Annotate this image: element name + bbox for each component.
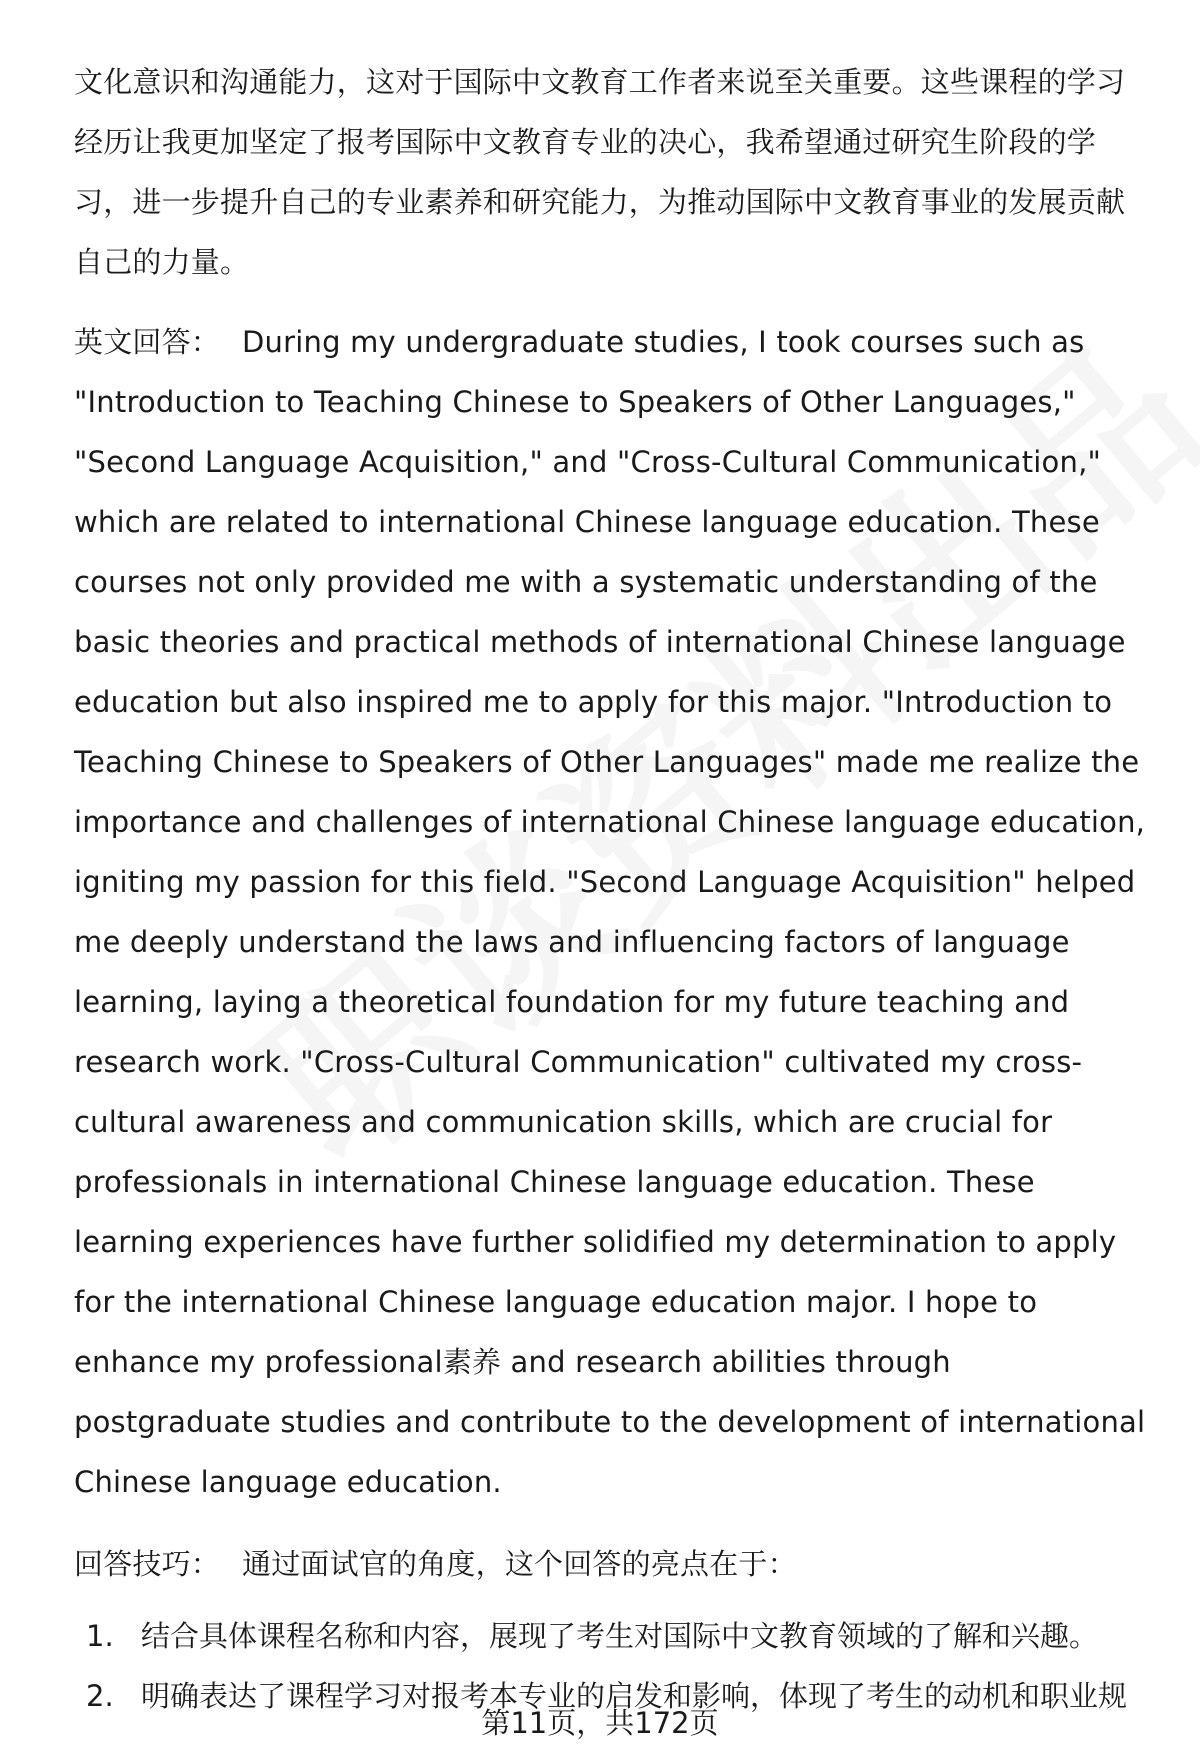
- english-answer-label: 英文回答：: [74, 325, 221, 359]
- chinese-answer-continuation: 文化意识和沟通能力，这对于国际中文教育工作者来说至关重要。这些课程的学习经历让我更加坚定了报考国际中文教育专业的决心，我希望通过研究生阶段的学习，进一步提升自己的专业素养和研究能力，为推动国际中文教育事业的发展贡献自己的力量。: [74, 65, 1126, 279]
- english-answer-text: During my undergraduate studies, I took courses such as "Introduction to Teaching Chinese to Speakers of Other Languages," "Second Language Acquisition," and "Cross-Cultural Communication," which are related to international Chinese language education. These courses not only provided me with a systematic understanding of the basic theories and practical methods of international Chinese language education but also inspired me to apply for this major. "Introduction to Teaching Chinese to Speakers of Other Languages" made me realize the importance and challenges of international Chinese language education, igniting my passion for this field. "Second Language Acquisition" helped me deeply understand the laws and influencing factors of language learning, laying a theoretical foundation for my future teaching and research work. "Cross-Cultural Communication" cultivated my cross-cultural awareness and communication skills, which are crucial for professionals in international Chinese language education. These learning experiences have further solidified my determination to apply for the international Chinese language education major. I hope to enhance my professional素养 and research abilities through postgraduate studies and contribute to the development of international Chinese language education.: [74, 325, 1146, 1499]
- list-item-number: 1.: [86, 1619, 114, 1653]
- list-item-text: 结合具体课程名称和内容，展现了考生对国际中文教育领域的了解和兴趣。: [141, 1619, 1099, 1653]
- answer-tips-text: 通过面试官的角度，这个回答的亮点在于：: [242, 1547, 797, 1581]
- page-number: 第11页，共172页: [481, 1706, 719, 1740]
- list-item-number: 2.: [86, 1679, 114, 1713]
- page-content: [74, 52, 1154, 1726]
- list-item: [74, 1606, 1154, 1666]
- answer-tips-label: 回答技巧：: [74, 1547, 221, 1581]
- list-item-text: 明确表达了课程学习对报考本专业的启发和影响，体现了考生的动机和职业规: [141, 1679, 1128, 1713]
- answer-tips: [74, 1534, 1154, 1594]
- english-answer: [74, 312, 1154, 1512]
